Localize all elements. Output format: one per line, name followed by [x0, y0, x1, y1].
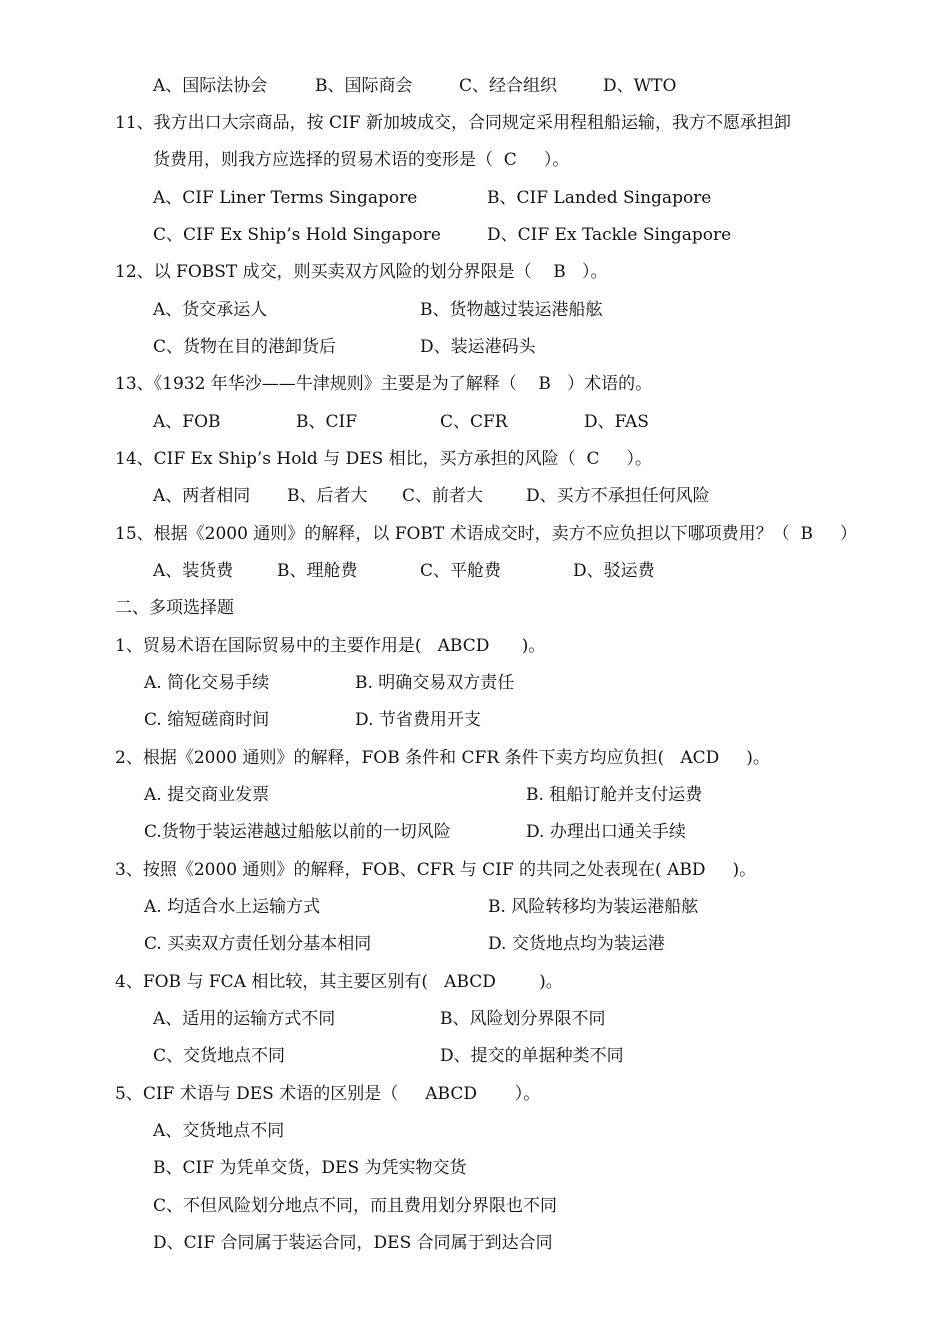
- m4-option-c: C、交货地点不同: [153, 1046, 286, 1066]
- m1-option-a: A. 简化交易手续: [144, 673, 270, 693]
- q15-options-row: [0, 556, 950, 586]
- m2-option-c: C.货物于装运港越过船舷以前的一切风险: [144, 822, 451, 842]
- m4-stem-text: 4、FOB 与 FCA 相比较，其主要区别有( ABCD )。: [115, 972, 563, 992]
- q14-stem: [0, 444, 950, 474]
- q13-option-d: D、FAS: [584, 412, 649, 432]
- q15-option-d: D、驳运费: [573, 561, 655, 581]
- m1-option-d: D. 节省费用开支: [355, 710, 481, 730]
- q11-option-d: D、CIF Ex Tackle Singapore: [487, 225, 732, 245]
- q14-option-b: B、后者大: [287, 486, 368, 506]
- section-title: 二、多项选择题: [115, 598, 234, 618]
- m3-stem-text: 3、按照《2000 通则》的解释，FOB、CFR 与 CIF 的共同之处表现在( ABD )。: [115, 860, 757, 880]
- m3-option-a: A. 均适合水上运输方式: [144, 897, 321, 917]
- q14-stem-text: 14、CIF Ex Ship’s Hold 与 DES 相比，买方承担的风险（ C ）。: [115, 449, 653, 469]
- q12-option-c: C、货物在目的港卸货后: [153, 337, 337, 357]
- q14-option-d: D、买方不承担任何风险: [526, 486, 710, 506]
- m4-option-b: B、风险划分界限不同: [440, 1009, 606, 1029]
- m4-stem: [0, 967, 950, 997]
- q11-options-row2: [0, 220, 950, 250]
- m2-stem-text: 2、根据《2000 通则》的解释，FOB 条件和 CFR 条件下卖方均应负担( ACD )。: [115, 748, 770, 768]
- q10-options-row: [0, 71, 950, 101]
- q11-option-b: B、CIF Landed Singapore: [487, 188, 712, 208]
- m5-option-b: B、CIF 为凭单交货，DES 为凭实物交货: [153, 1158, 467, 1178]
- m4-options-row2: [0, 1041, 950, 1071]
- m3-options-row2: [0, 929, 950, 959]
- q12-options-row1: [0, 295, 950, 325]
- m3-option-d: D. 交货地点均为装运港: [488, 934, 665, 954]
- q13-option-c: C、CFR: [440, 412, 508, 432]
- q11-stem-text1: 11、我方出口大宗商品，按 CIF 新加坡成交，合同规定采用程租船运输，我方不愿承担卸: [115, 113, 791, 133]
- m2-options-row2: [0, 817, 950, 847]
- m5-option-d: D、CIF 合同属于装运合同，DES 合同属于到达合同: [153, 1233, 553, 1253]
- m4-option-d: D、提交的单据种类不同: [440, 1046, 624, 1066]
- q14-option-c: C、前者大: [402, 486, 484, 506]
- q12-option-d: D、装运港码头: [420, 337, 536, 357]
- m3-option-b: B. 风险转移均为装运港船舷: [488, 897, 699, 917]
- m2-option-a: A. 提交商业发票: [144, 785, 270, 805]
- m4-option-a: A、适用的运输方式不同: [153, 1009, 336, 1029]
- q15-stem: [0, 519, 950, 549]
- q13-stem: [0, 369, 950, 399]
- q10-option-b: B、国际商会: [315, 76, 413, 96]
- m5-stem-text: 5、CIF 术语与 DES 术语的区别是（ ABCD ）。: [115, 1084, 541, 1104]
- m1-options-row2: [0, 705, 950, 735]
- q13-option-a: A、FOB: [153, 412, 221, 432]
- m5-option-c: C、不但风险划分地点不同，而且费用划分界限也不同: [153, 1196, 558, 1216]
- q13-stem-text: 13、《1932 年华沙——牛津规则》主要是为了解释（ B ）术语的。: [115, 374, 653, 394]
- m1-stem: [0, 631, 950, 661]
- q14-options-row: [0, 481, 950, 511]
- q15-option-b: B、理舱费: [277, 561, 358, 581]
- m5-option-b-row: [0, 1153, 950, 1183]
- m5-option-d-row: [0, 1228, 950, 1258]
- q12-stem: [0, 257, 950, 287]
- q11-stem-line2: [0, 145, 950, 175]
- q15-option-a: A、装货费: [153, 561, 234, 581]
- m2-option-b: B. 租船订舱并支付运费: [526, 785, 703, 805]
- q13-options-row: [0, 407, 950, 437]
- q12-stem-text: 12、以 FOBST 成交，则买卖双方风险的划分界限是（ B ）。: [115, 262, 608, 282]
- m3-options-row1: [0, 892, 950, 922]
- m4-options-row1: [0, 1004, 950, 1034]
- q10-option-c: C、经合组织: [459, 76, 558, 96]
- m2-options-row1: [0, 780, 950, 810]
- m5-option-a-row: [0, 1116, 950, 1146]
- m1-options-row1: [0, 668, 950, 698]
- q10-option-d: D、WTO: [603, 76, 677, 96]
- q15-stem-text: 15、根据《2000 通则》的解释，以 FOBT 术语成交时，卖方不应负担以下哪项费用？（ B ）: [115, 524, 857, 544]
- m1-stem-text: 1、贸易术语在国际贸易中的主要作用是( ABCD )。: [115, 636, 546, 656]
- section-heading: [0, 593, 950, 623]
- m3-stem: [0, 855, 950, 885]
- m5-stem: [0, 1079, 950, 1109]
- m5-option-a: A、交货地点不同: [153, 1121, 285, 1141]
- q12-option-b: B、货物越过装运港船舷: [420, 300, 603, 320]
- q14-option-a: A、两者相同: [153, 486, 251, 506]
- q12-option-a: A、货交承运人: [153, 300, 268, 320]
- m3-option-c: C. 买卖双方责任划分基本相同: [144, 934, 372, 954]
- m1-option-c: C. 缩短磋商时间: [144, 710, 270, 730]
- m2-option-d: D. 办理出口通关手续: [526, 822, 686, 842]
- q13-option-b: B、CIF: [296, 412, 358, 432]
- m1-option-b: B. 明确交易双方责任: [355, 673, 515, 693]
- q11-stem-line1: [0, 108, 950, 138]
- q15-option-c: C、平舱费: [420, 561, 502, 581]
- q11-stem-text2: 货费用，则我方应选择的贸易术语的变形是（ C ）。: [153, 150, 570, 170]
- q11-option-a: A、CIF Liner Terms Singapore: [153, 188, 418, 208]
- m5-option-c-row: [0, 1191, 950, 1221]
- q11-option-c: C、CIF Ex Ship’s Hold Singapore: [153, 225, 441, 245]
- q10-option-a: A、国际法协会: [153, 76, 268, 96]
- q11-options-row1: [0, 183, 950, 213]
- q12-options-row2: [0, 332, 950, 362]
- m2-stem: [0, 743, 950, 773]
